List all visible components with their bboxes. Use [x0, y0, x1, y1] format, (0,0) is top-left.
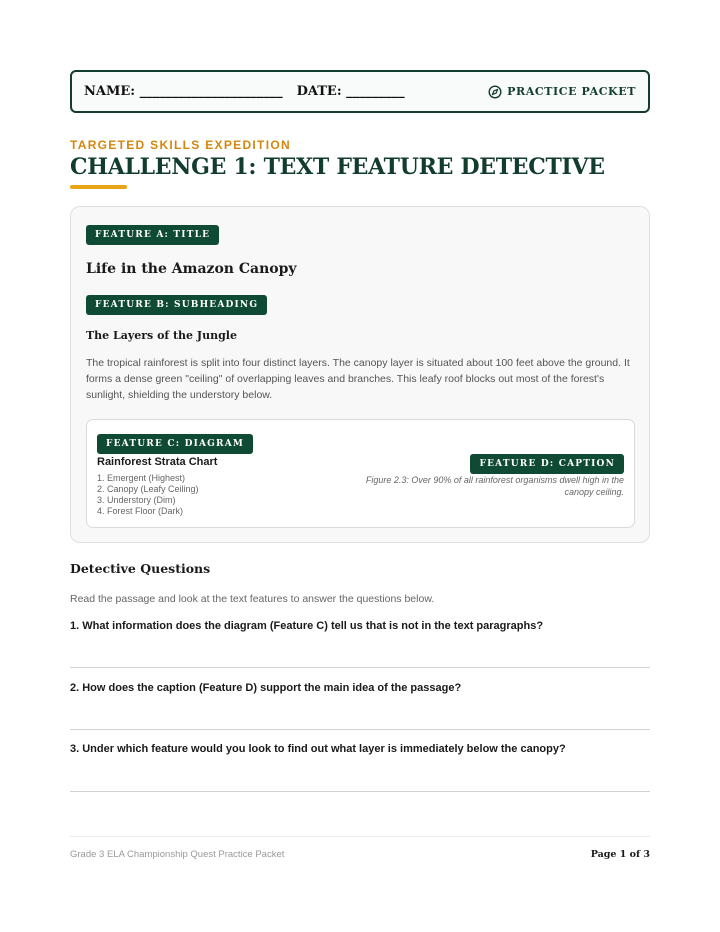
footer-divider: [70, 836, 650, 837]
answer-line-3[interactable]: [70, 791, 650, 792]
question-2: 2. How does the caption (Feature D) support the main idea of the passage?: [70, 682, 462, 694]
feature-c-tag: FEATURE C: DIAGRAM: [97, 434, 253, 454]
practice-packet-badge: [488, 85, 636, 99]
section-kicker: TARGETED SKILLS EXPEDITION: [70, 138, 291, 152]
name-field[interactable]: NAME: ______________________: [84, 84, 283, 99]
practice-packet-label: PRACTICE PACKET: [507, 85, 636, 98]
diagram-title: Rainforest Strata Chart: [97, 456, 218, 468]
title-underline: [70, 185, 127, 189]
diagram-item: 4. Forest Floor (Dark): [97, 506, 184, 516]
diagram-list: [97, 473, 199, 517]
passage-title: Life in the Amazon Canopy: [86, 261, 297, 277]
questions-heading: Detective Questions: [70, 561, 211, 576]
feature-b-tag: FEATURE B: SUBHEADING: [86, 295, 267, 315]
challenge-title: CHALLENGE 1: TEXT FEATURE DETECTIVE: [70, 154, 605, 180]
feature-a-tag: FEATURE A: TITLE: [86, 225, 219, 245]
answer-line-2[interactable]: [70, 729, 650, 730]
header-box: [70, 70, 650, 113]
question-1: 1. What information does the diagram (Feature C) tell us that is not in the text paragraphs?: [70, 620, 544, 632]
feature-box: [86, 419, 635, 528]
diagram-item: 2. Canopy (Leafy Ceiling): [97, 484, 199, 494]
page-number: Page 1 of 3: [590, 849, 650, 860]
figure-caption: Figure 2.3: Over 90% of all rainforest organisms dwell high in the canopy ceiling.: [365, 475, 624, 497]
diagram-item: 1. Emergent (Highest): [97, 473, 186, 483]
feature-d-tag: FEATURE D: CAPTION: [470, 454, 624, 474]
date-field[interactable]: DATE: _________: [296, 84, 405, 99]
answer-line-1[interactable]: [70, 667, 650, 668]
passage-body: The tropical rainforest is split into four distinct layers. The canopy layer is situated about 100 feet above the ground. It forms a dense green "ceiling" of overlapping leaves and branches. This leafy roof blocks out most of the forest's sunlight, shielding the understory below.: [86, 357, 630, 401]
questions-instructions: Read the passage and look at the text features to answer the questions below.: [70, 593, 435, 605]
passage-subheading: The Layers of the Jungle: [86, 329, 237, 342]
passage-card: [70, 206, 650, 543]
diagram-item: 3. Understory (Dim): [97, 495, 176, 505]
compass-icon: [488, 85, 502, 99]
footer-packet-title: Grade 3 ELA Championship Quest Practice Packet: [70, 849, 285, 860]
question-3: 3. Under which feature would you look to find out what layer is immediately below the canopy?: [70, 743, 566, 755]
